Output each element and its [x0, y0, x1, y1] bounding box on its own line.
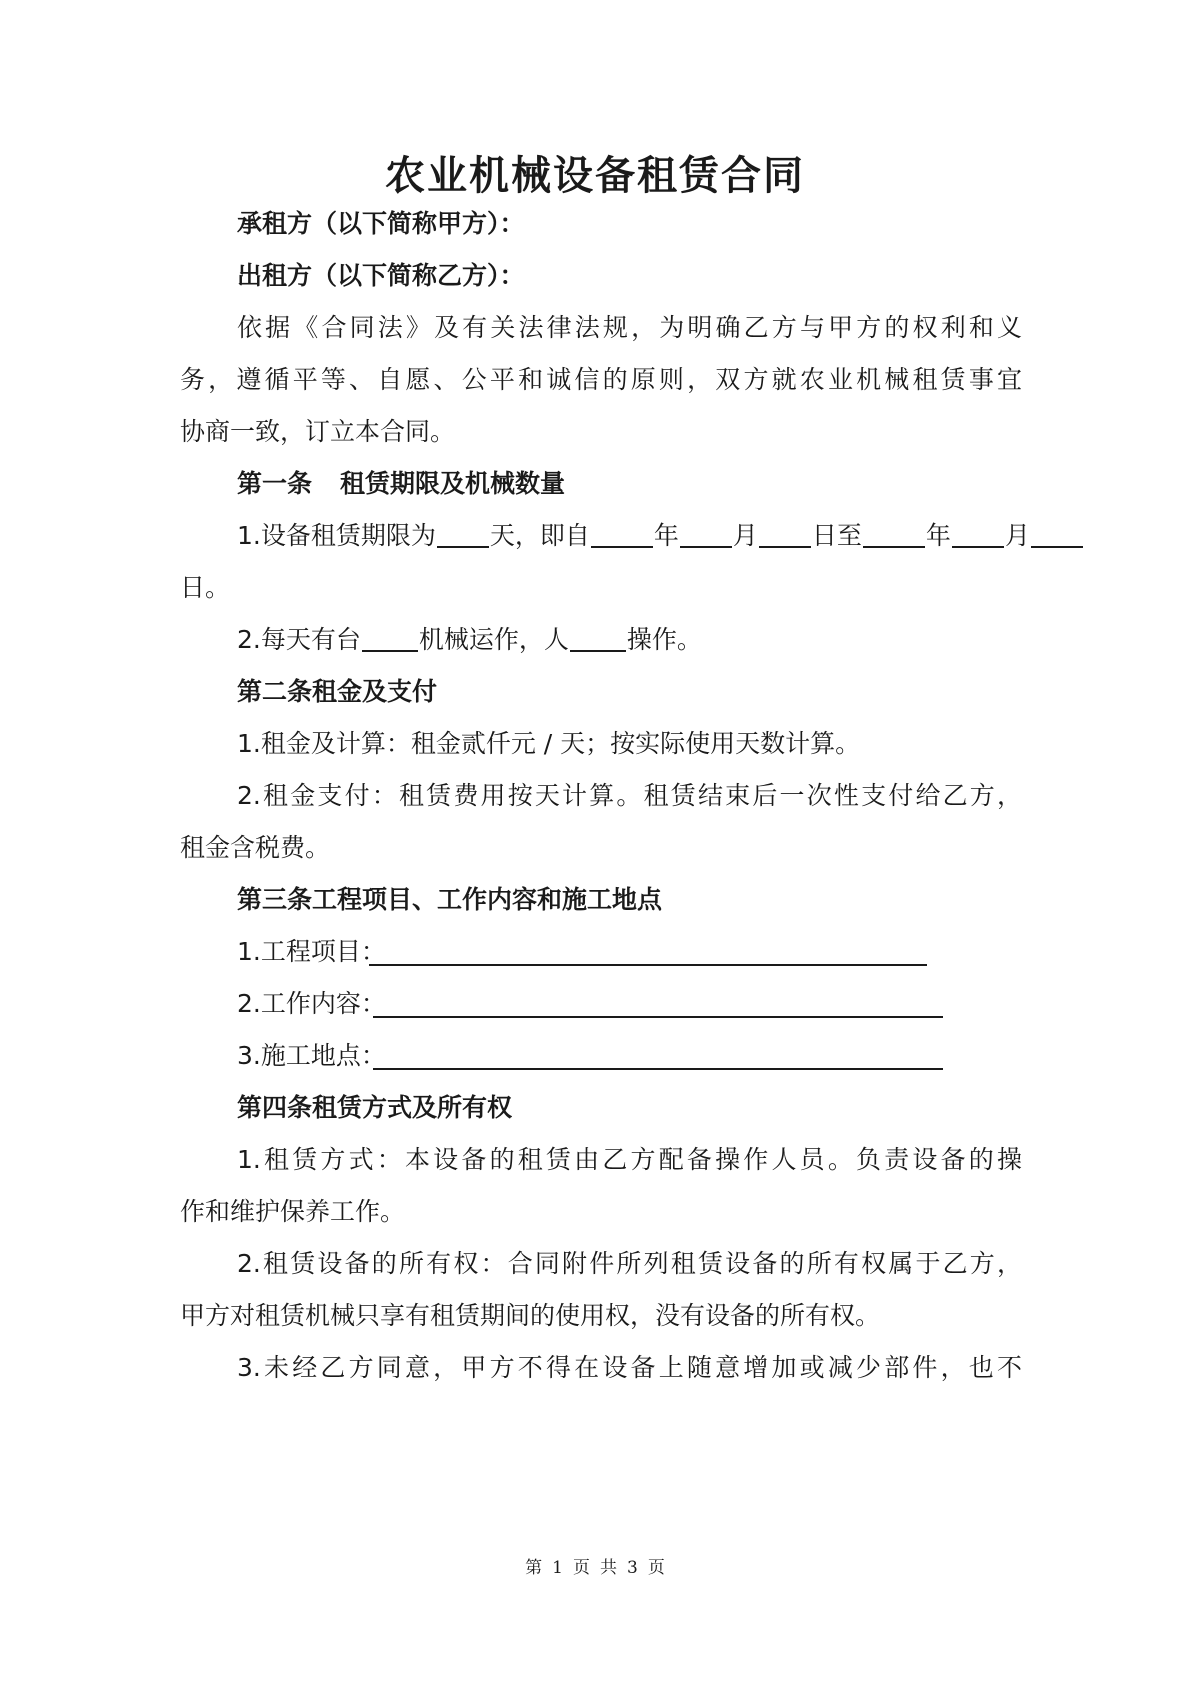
clause-text: 年	[925, 521, 951, 550]
end-year-blank[interactable]	[863, 516, 925, 548]
article-1-title: 租赁期限及机械数量	[340, 469, 566, 498]
footer-page-word: 第	[525, 1558, 543, 1578]
document-title: 农业机械设备租赁合同	[385, 153, 805, 199]
intro-line-3: 协商一致，订立本合同。	[180, 417, 456, 446]
clause-text: 月	[1004, 521, 1030, 550]
footer-page-unit: 页	[573, 1558, 590, 1578]
article-2-clause-1: 1.租金及计算：租金贰仟元 / 天；按实际使用天数计算。	[237, 729, 861, 758]
start-year-blank[interactable]	[591, 516, 653, 548]
clause-text: 月	[732, 521, 758, 550]
article-4-clause-2-line-2: 甲方对租赁机械只享有租赁期间的使用权，没有设备的所有权。	[180, 1301, 881, 1330]
article-1-clause-1-end: 日。	[180, 573, 231, 602]
article-2-clause-2-line-2: 租金含税费。	[180, 833, 331, 862]
intro-line-2: 务，遵循平等、自愿、公平和诚信的原则，双方就农业机械租赁事宜	[180, 365, 1022, 394]
start-month-blank[interactable]	[680, 516, 732, 548]
footer-total-unit: 页	[647, 1558, 665, 1578]
article-1-clause-2	[237, 620, 702, 660]
footer-page-number: 1	[552, 1558, 563, 1578]
article-3-heading: 第三条工程项目、工作内容和施工地点	[237, 885, 663, 914]
lessee-label: 承租方（以下简称甲方）：	[237, 209, 525, 238]
article-1-heading	[237, 464, 565, 504]
end-day-blank[interactable]	[1031, 516, 1083, 548]
article-1-clause-1	[237, 516, 1084, 556]
footer-total-word: 共	[600, 1558, 617, 1578]
article-3-clause-3: 3.施工地点：	[237, 1041, 386, 1070]
work-content-fill-line[interactable]	[373, 1016, 943, 1018]
article-4-clause-1-line-1: 1.租赁方式：本设备的租赁由乙方配备操作人员。负责设备的操	[237, 1145, 1022, 1174]
page-footer	[0, 1556, 1190, 1580]
start-day-blank[interactable]	[759, 516, 811, 548]
clause-text: 机械运作，人	[418, 625, 569, 654]
project-fill-line[interactable]	[369, 964, 927, 966]
article-4-clause-3-line-1: 3.未经乙方同意，甲方不得在设备上随意增加或减少部件，也不	[237, 1353, 1022, 1382]
clause-text: 日至	[811, 521, 862, 550]
operator-count-blank[interactable]	[570, 620, 626, 652]
site-fill-line[interactable]	[373, 1068, 943, 1070]
clause-text: 2.每天有台	[237, 625, 361, 654]
article-4-clause-1-line-2: 作和维护保养工作。	[180, 1197, 406, 1226]
article-2-clause-2-line-1: 2.租金支付：租赁费用按天计算。租赁结束后一次性支付给乙方，	[237, 781, 1022, 810]
end-month-blank[interactable]	[952, 516, 1004, 548]
days-blank[interactable]	[437, 516, 489, 548]
clause-text: 天，即自	[489, 521, 590, 550]
article-2-heading: 第二条租金及支付	[237, 677, 438, 706]
lessor-label: 出租方（以下简称乙方）：	[237, 261, 525, 290]
article-3-clause-2: 2.工作内容：	[237, 989, 386, 1018]
article-4-clause-2-line-1: 2.租赁设备的所有权：合同附件所列租赁设备的所有权属于乙方，	[237, 1249, 1022, 1278]
article-3-clause-1: 1.工程项目：	[237, 937, 386, 966]
clause-text: 操作。	[626, 625, 702, 654]
intro-line-1: 依据《合同法》及有关法律法规，为明确乙方与甲方的权利和义	[237, 313, 1022, 342]
article-4-heading: 第四条租赁方式及所有权	[237, 1093, 513, 1122]
article-1-number: 第一条	[237, 469, 313, 498]
machine-count-blank[interactable]	[362, 620, 418, 652]
clause-text: 年	[653, 521, 679, 550]
clause-text: 1.设备租赁期限为	[237, 521, 436, 550]
footer-total-number: 3	[627, 1558, 638, 1578]
